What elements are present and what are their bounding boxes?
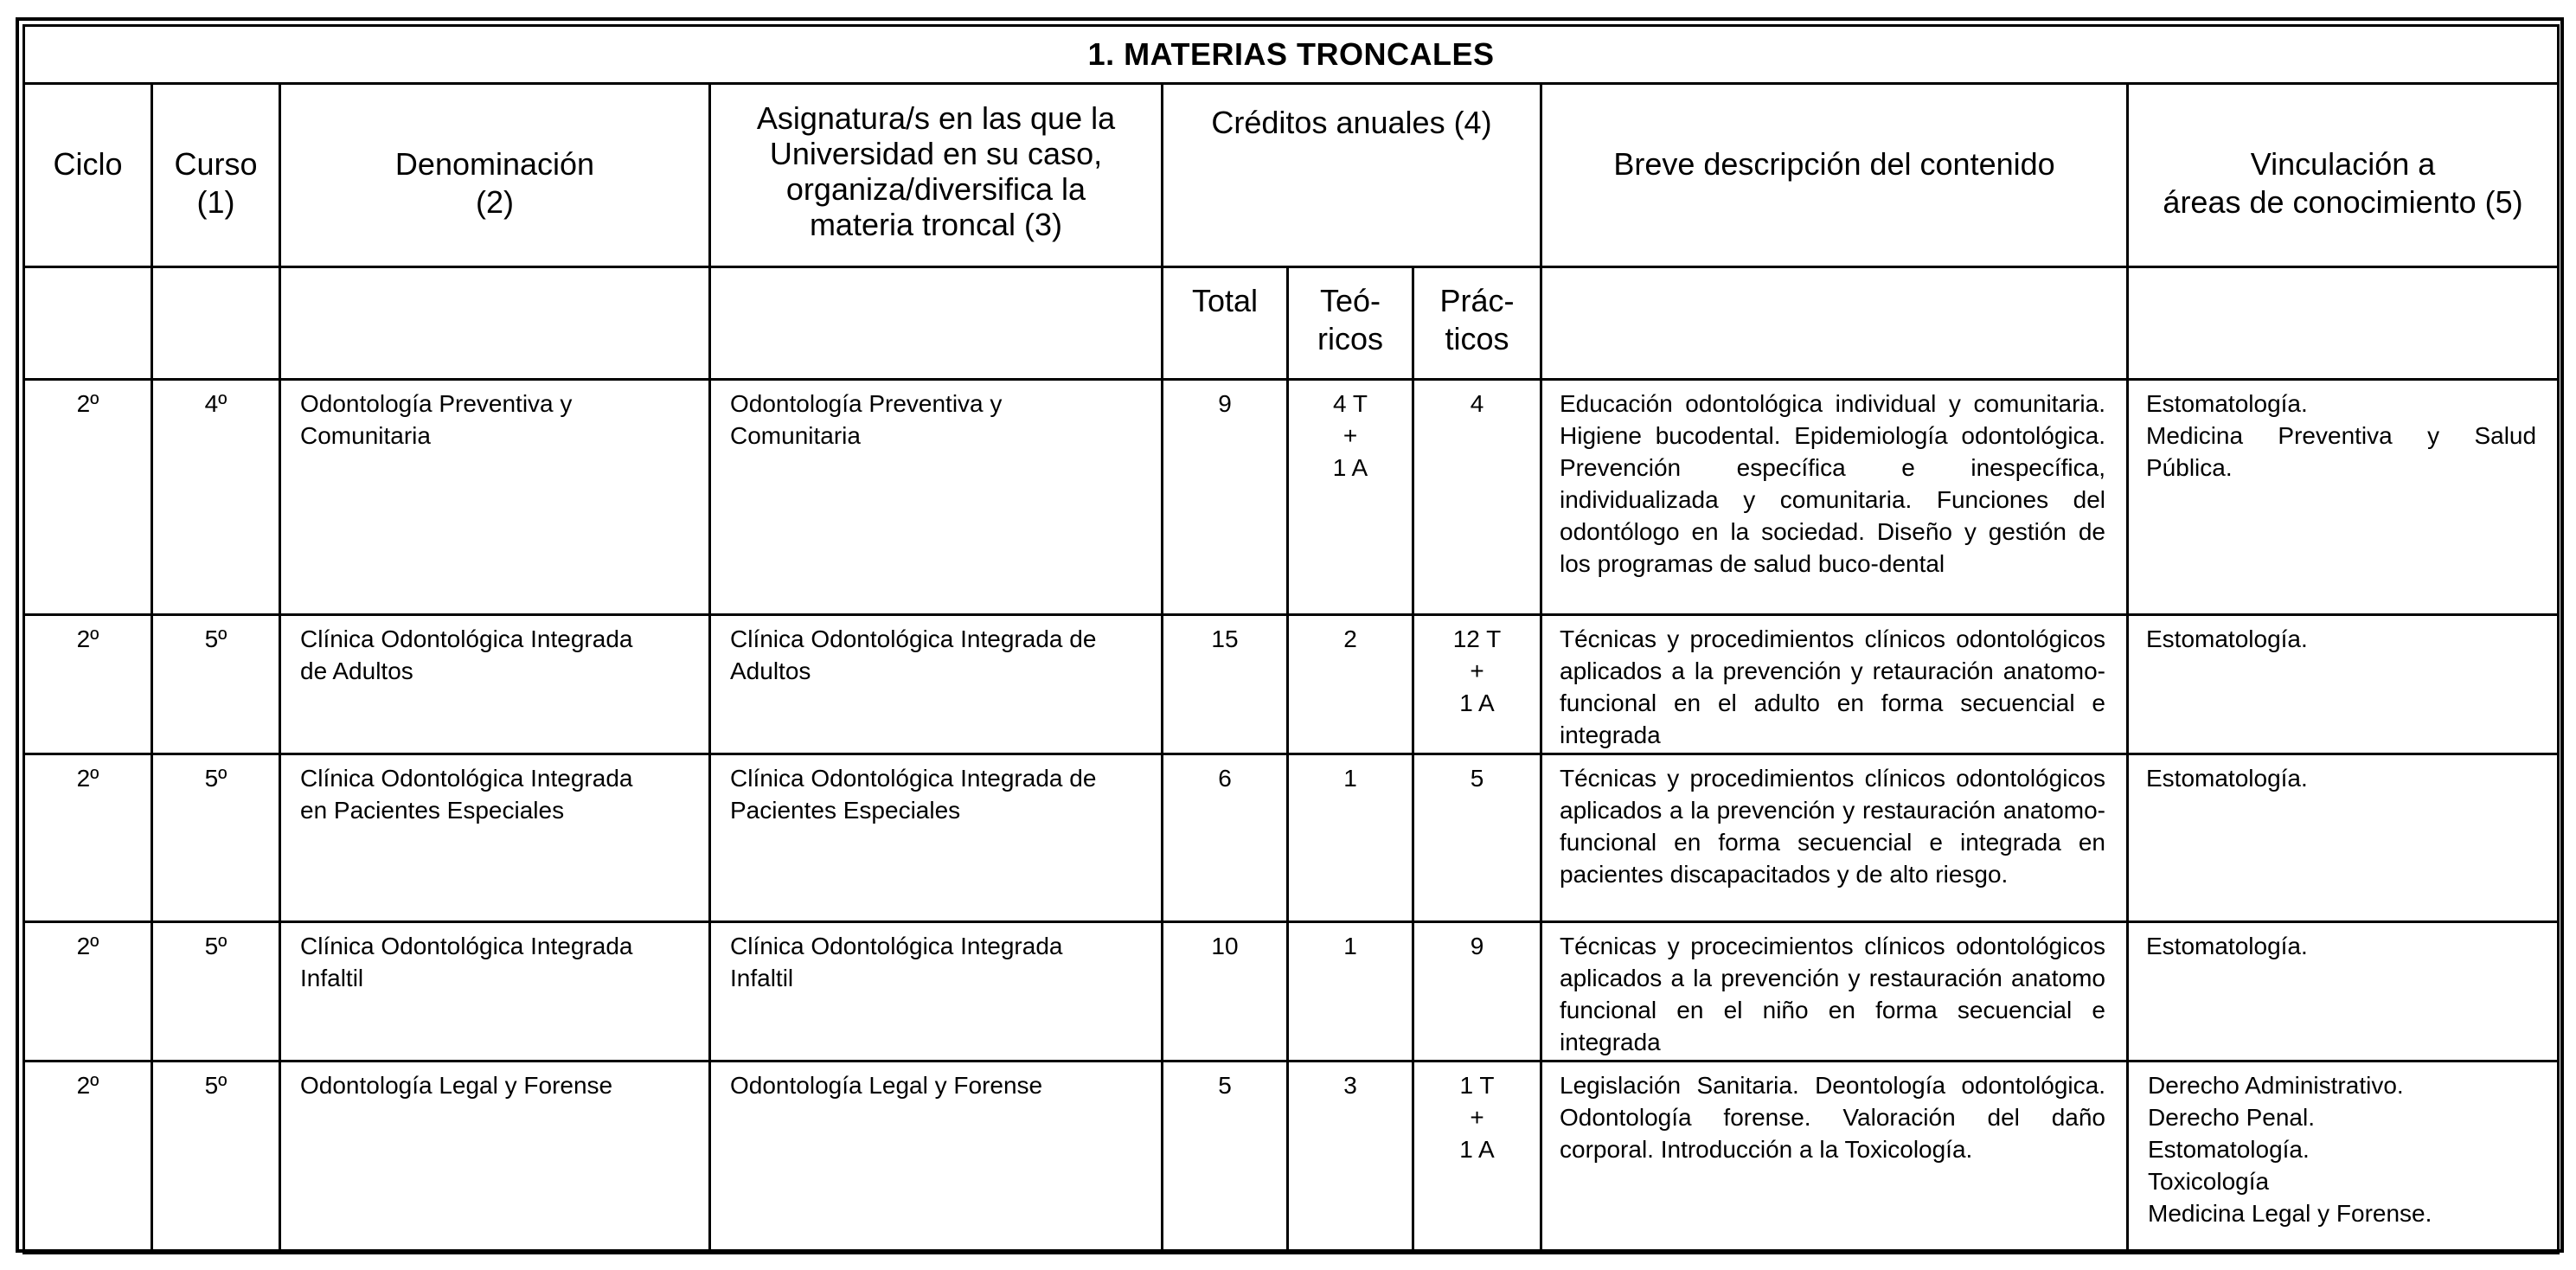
cell-ciclo: 2º — [24, 615, 152, 754]
table-row — [24, 1062, 2559, 1254]
header-asignaturas: Asignatura/s en las que la Universidad en su caso, organiza/diversifica la materia troncal (3) — [710, 84, 1163, 267]
subheader-empty — [710, 267, 1163, 380]
header-descripcion: Breve descripción del contenido — [1541, 84, 2128, 267]
cell-asignatura: Clínica Odontológica Integrada Infaltil — [710, 922, 1163, 1062]
cell-asignatura: Odontología Preventiva y Comunitaria — [710, 380, 1163, 615]
cell-descripcion: Educación odontológica individual y comunitaria. Higiene bucodental. Epidemiología odontológica. Prevención específica e inespecífica, individualizada y comunitaria. Funciones del odontólogo en la sociedad. Diseño y gestión de los programas de salud buco-dental — [1541, 380, 2128, 615]
cell-ciclo: 2º — [24, 922, 152, 1062]
cell-teoricos: 3 — [1288, 1062, 1413, 1254]
cell-practicos: 1 T + 1 A — [1413, 1062, 1541, 1254]
header-vinculacion: Vinculación a áreas de conocimiento (5) — [2128, 84, 2559, 267]
cell-total: 9 — [1163, 380, 1288, 615]
cell-vinculacion: Estomatología. — [2128, 754, 2559, 922]
header-total: Total — [1163, 267, 1288, 380]
cell-vinculacion: Estomatología. — [2128, 922, 2559, 1062]
header-curso: Curso (1) — [152, 84, 280, 267]
cell-practicos: 5 — [1413, 754, 1541, 922]
table-row — [24, 754, 2559, 922]
cell-descripcion: Técnicas y procedimientos clínicos odontológicos aplicados a la prevención y restauración anatomo-funcional en forma secuencial e integrada en pacientes discapacitados y de alto riesgo. — [1541, 754, 2128, 922]
cell-denominacion: Clínica Odontológica Integrada de Adultos — [280, 615, 710, 754]
cell-practicos: 12 T + 1 A — [1413, 615, 1541, 754]
cell-descripcion: Técnicas y procedimientos clínicos odontológicos aplicados a la prevención y retauración anatomo-funcional en el adulto en forma secuencial e integrada — [1541, 615, 2128, 754]
cell-denominacion: Clínica Odontológica Integrada Infaltil — [280, 922, 710, 1062]
cell-total: 15 — [1163, 615, 1288, 754]
cell-teoricos: 4 T + 1 A — [1288, 380, 1413, 615]
header-denominacion: Denominación (2) — [280, 84, 710, 267]
cell-curso: 5º — [152, 1062, 280, 1254]
cell-denominacion: Odontología Preventiva y Comunitaria — [280, 380, 710, 615]
cell-teoricos: 1 — [1288, 922, 1413, 1062]
cell-vinculacion: Estomatología. Medicina Preventiva y Salud Pública. — [2128, 380, 2559, 615]
cell-vinculacion: Derecho Administrativo. Derecho Penal. Estomatología. Toxicología Medicina Legal y Forense. — [2128, 1062, 2559, 1254]
cell-asignatura: Clínica Odontológica Integrada de Pacientes Especiales — [710, 754, 1163, 922]
cell-ciclo: 2º — [24, 754, 152, 922]
subheader-empty — [1541, 267, 2128, 380]
cell-asignatura: Clínica Odontológica Integrada de Adultos — [710, 615, 1163, 754]
cell-teoricos: 2 — [1288, 615, 1413, 754]
cell-denominacion: Clínica Odontológica Integrada en Pacientes Especiales — [280, 754, 710, 922]
cell-curso: 5º — [152, 615, 280, 754]
cell-descripcion: Técnicas y procecimientos clínicos odontológicos aplicados a la prevención y restauración anatomo funcional en el niño en forma secuencial e integrada — [1541, 922, 2128, 1062]
table-row — [24, 922, 2559, 1062]
cell-denominacion: Odontología Legal y Forense — [280, 1062, 710, 1254]
cell-teoricos: 1 — [1288, 754, 1413, 922]
header-creditos: Créditos anuales (4) — [1163, 84, 1541, 267]
subheader-empty — [2128, 267, 2559, 380]
subheader-empty — [280, 267, 710, 380]
table-row — [24, 615, 2559, 754]
subheader-empty — [24, 267, 152, 380]
table-title: 1. MATERIAS TRONCALES — [24, 26, 2559, 84]
cell-curso: 5º — [152, 922, 280, 1062]
cell-curso: 5º — [152, 754, 280, 922]
cell-practicos: 9 — [1413, 922, 1541, 1062]
cell-practicos: 4 — [1413, 380, 1541, 615]
cell-ciclo: 2º — [24, 380, 152, 615]
cell-vinculacion: Estomatología. — [2128, 615, 2559, 754]
materias-troncales-table — [22, 24, 2560, 1254]
header-practicos: Prác- ticos — [1413, 267, 1541, 380]
cell-ciclo: 2º — [24, 1062, 152, 1254]
cell-descripcion: Legislación Sanitaria. Deontología odontológica. Odontología forense. Valoración del daño corporal. Introducción a la Toxicología. — [1541, 1062, 2128, 1254]
subheader-empty — [152, 267, 280, 380]
header-teoricos: Teó- ricos — [1288, 267, 1413, 380]
cell-asignatura: Odontología Legal y Forense — [710, 1062, 1163, 1254]
cell-total: 10 — [1163, 922, 1288, 1062]
cell-total: 5 — [1163, 1062, 1288, 1254]
header-ciclo: Ciclo — [24, 84, 152, 267]
table-row — [24, 380, 2559, 615]
cell-total: 6 — [1163, 754, 1288, 922]
cell-curso: 4º — [152, 380, 280, 615]
